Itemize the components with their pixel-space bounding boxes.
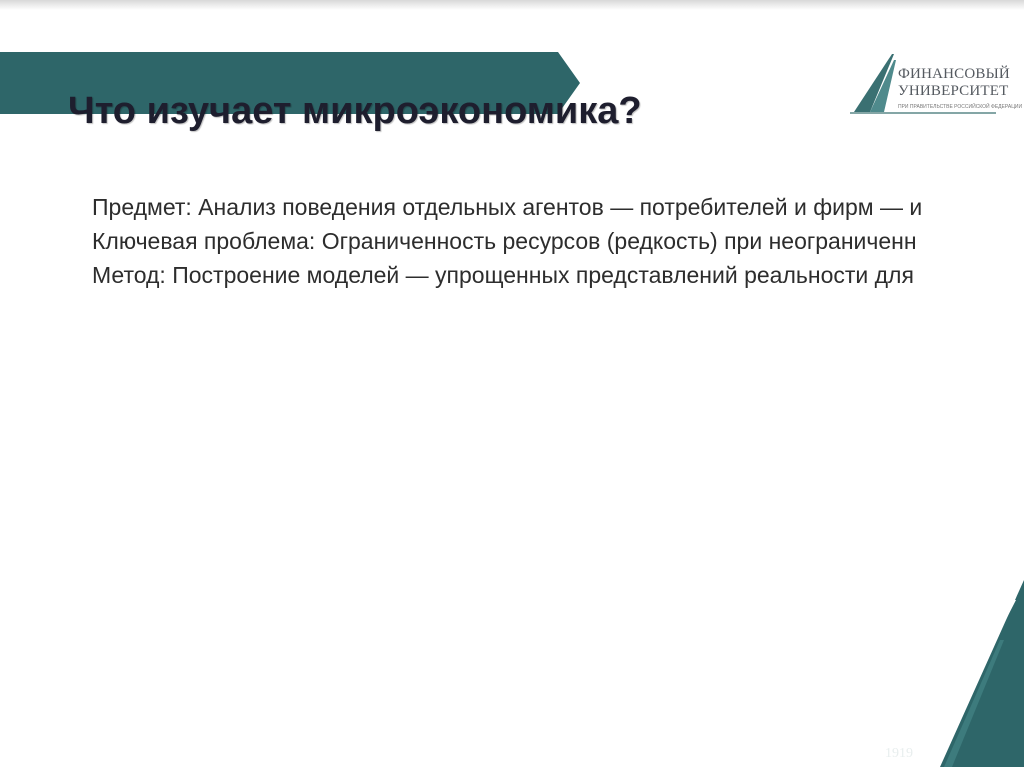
body-line-key-problem: Ключевая проблема: Ограниченность ресурсов (редкость) при неограниченн [92, 228, 917, 254]
body-line-method: Метод: Построение моделей — упрощенных представлений реальности для [92, 262, 914, 288]
logo-subtext: ПРИ ПРАВИТЕЛЬСТВЕ РОССИЙСКОЙ ФЕДЕРАЦИИ [898, 104, 1023, 110]
slide-title: Что изучает микроэкономика? [68, 90, 642, 132]
logo-text-line2: УНИВЕРСИТЕТ [898, 83, 1009, 99]
body-line-subject: Предмет: Анализ поведения отдельных агентов — потребителей и фирм — и [92, 194, 923, 220]
logo-text-line1: ФИНАНСОВЫЙ [898, 66, 1010, 82]
body-text [92, 190, 1024, 292]
top-shadow [0, 0, 1024, 10]
footer-year: 1919 [885, 746, 913, 761]
university-logo [848, 50, 1023, 116]
